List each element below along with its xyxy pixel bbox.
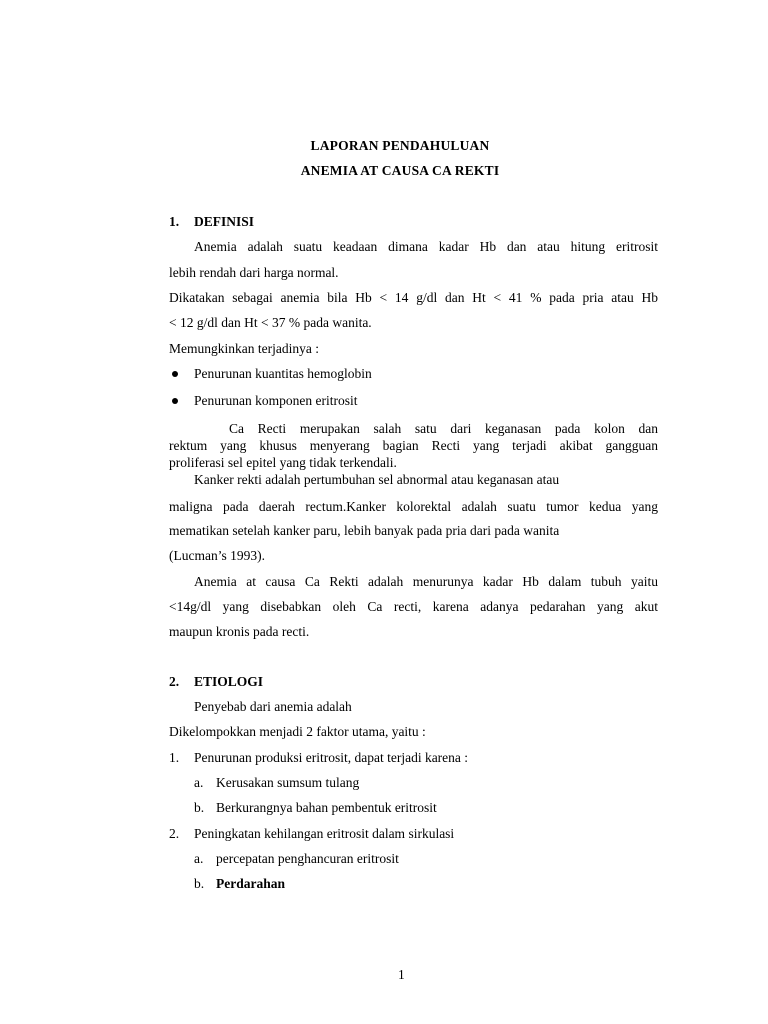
sublist-item: Kerusakan sumsum tulang <box>216 775 360 790</box>
section-heading-etiologi: ETIOLOGI <box>194 674 264 689</box>
section-number: 2. <box>169 674 180 689</box>
paragraph-line: rektum yang khusus menyerang bagian Recti yang terjadi akibat gangguan <box>169 438 658 453</box>
bullet-icon <box>172 398 178 404</box>
list-number: 2. <box>169 826 180 841</box>
paragraph-line: < 12 g/dl dan Ht < 37 % pada wanita. <box>169 315 372 330</box>
document-title: LAPORAN PENDAHULUAN <box>310 138 490 153</box>
sublist-marker: a. <box>194 775 204 790</box>
document-subtitle: ANEMIA AT CAUSA CA REKTI <box>300 163 500 178</box>
paragraph-line: Anemia at causa Ca Rekti adalah menurunya kadar Hb dalam tubuh yaitu <box>194 574 658 589</box>
paragraph-line: Dikelompokkan menjadi 2 faktor utama, yaitu : <box>169 724 426 739</box>
paragraph-line: maligna pada daerah rectum.Kanker kolorektal adalah suatu tumor kedua yang <box>169 499 658 514</box>
list-item: Penurunan kuantitas hemoglobin <box>194 366 372 381</box>
list-item: Penurunan produksi eritrosit, dapat terjadi karena : <box>194 750 469 765</box>
list-item: Peningkatan kehilangan eritrosit dalam sirkulasi <box>194 826 455 841</box>
list-item: Penurunan komponen eritrosit <box>194 393 358 408</box>
sublist-item: Berkurangnya bahan pembentuk eritrosit <box>216 800 437 815</box>
list-number: 1. <box>169 750 180 765</box>
sublist-item: Perdarahan <box>216 876 285 891</box>
paragraph-line: maupun kronis pada recti. <box>169 624 310 639</box>
paragraph-line: (Lucman’s 1993). <box>169 548 265 563</box>
paragraph-line: Dikatakan sebagai anemia bila Hb < 14 g/dl dan Ht < 41 % pada pria atau Hb <box>169 290 658 305</box>
paragraph-line: Ca Recti merupakan salah satu dari keganasan pada kolon dan <box>229 421 658 436</box>
section-number: 1. <box>169 214 180 229</box>
paragraph-line: Memungkinkan terjadinya : <box>169 341 319 356</box>
paragraph-line: <14g/dl yang disebabkan oleh Ca recti, karena adanya pedarahan yang akut <box>169 599 658 614</box>
paragraph-line: Kanker rekti adalah pertumbuhan sel abnormal atau keganasan atau <box>194 472 560 487</box>
sublist-marker: b. <box>194 800 205 815</box>
paragraph-line: mematikan setelah kanker paru, lebih banyak pada pria dari pada wanita <box>169 523 560 538</box>
paragraph-line: proliferasi sel epitel yang tidak terkendali. <box>169 455 397 470</box>
bullet-icon <box>172 371 178 377</box>
paragraph-line: Anemia adalah suatu keadaan dimana kadar Hb dan atau hitung eritrosit <box>194 239 658 254</box>
sublist-marker: a. <box>194 851 204 866</box>
sublist-item: percepatan penghancuran eritrosit <box>216 851 399 866</box>
paragraph-line: Penyebab dari anemia adalah <box>194 699 352 714</box>
section-heading-definisi: DEFINISI <box>194 214 255 229</box>
paragraph-line: lebih rendah dari harga normal. <box>169 265 339 280</box>
page-number: 1 <box>398 967 405 982</box>
sublist-marker: b. <box>194 876 205 891</box>
